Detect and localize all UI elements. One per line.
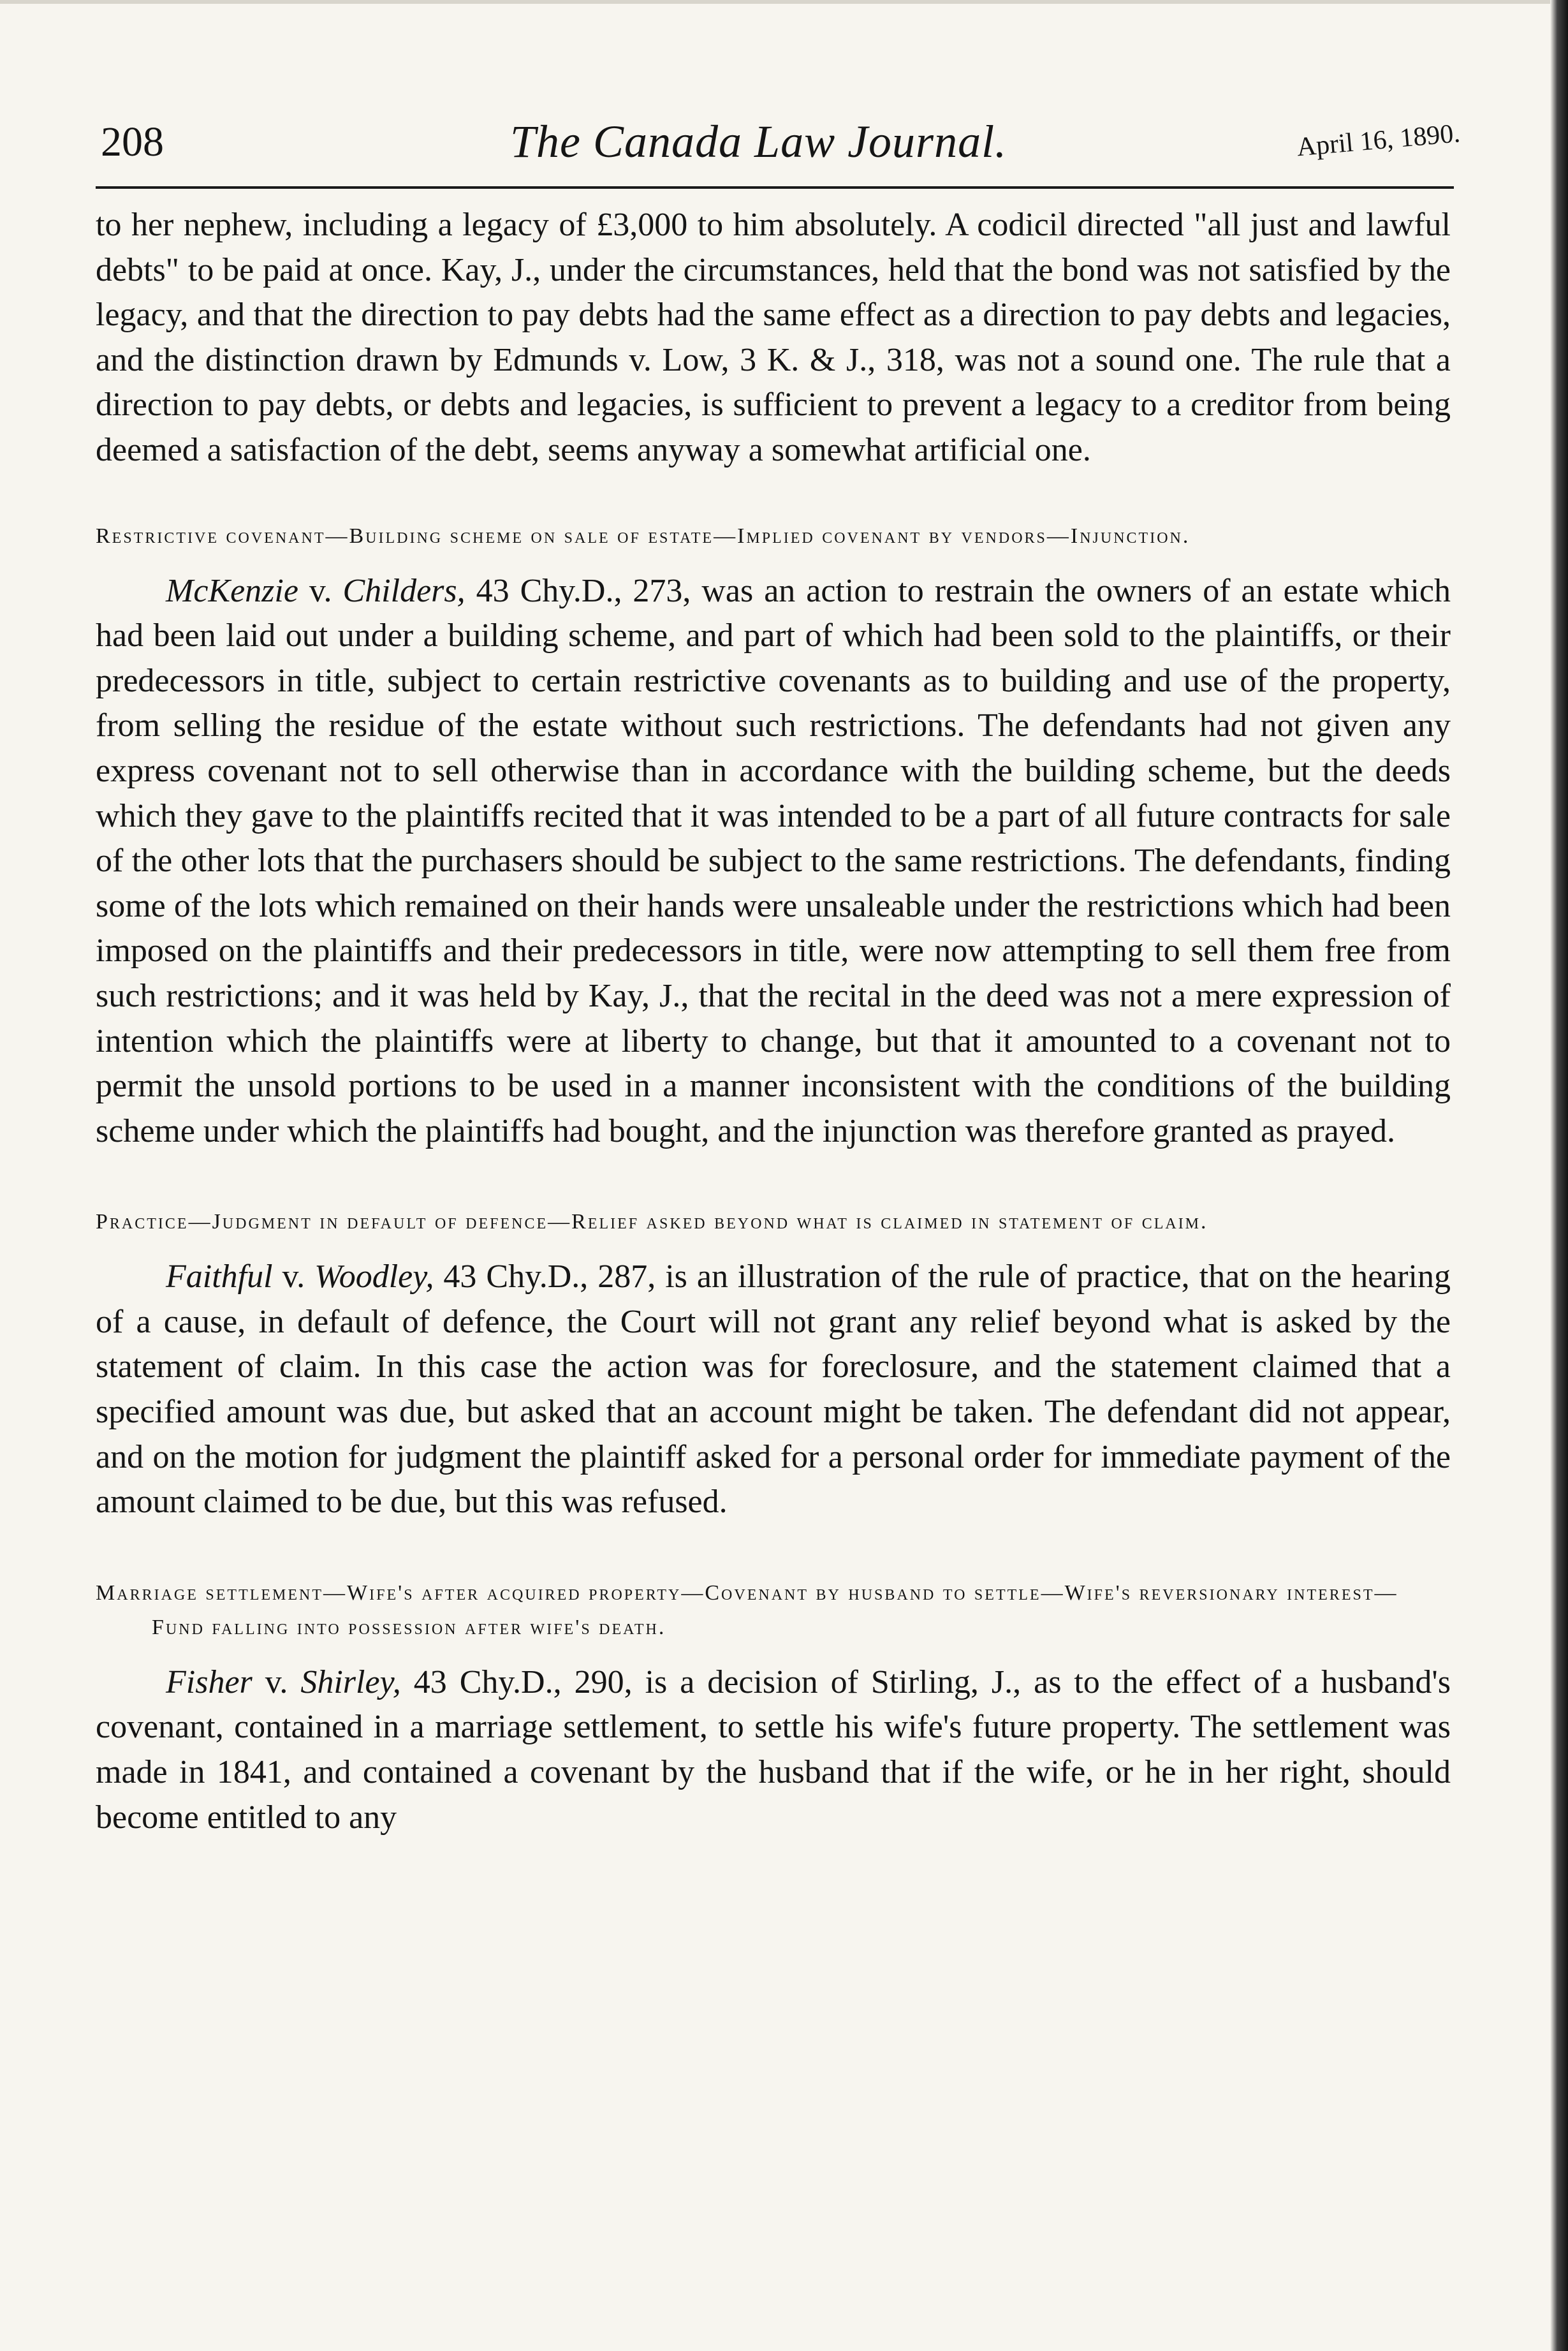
journal-title: The Canada Law Journal.: [510, 116, 1007, 167]
section-heading-practice: Practice—Judgment in default of defence—Relief asked beyond what is claimed in statement of claim.: [96, 1210, 1208, 1234]
case-party: Woodley,: [314, 1258, 434, 1295]
scan-binding-edge: [1550, 0, 1568, 2351]
case-party: Shirley,: [300, 1663, 401, 1700]
header-rule: [96, 186, 1454, 189]
case-body: 43 Chy.D., 290, is a decision of Stirling, J., as to the effect of a husband's covenant, contained in a marriage settlement, to settle his wife's future property. The settlement was made in 1841, and contained a covenant by the husband that if the wife, or he in her right, should become entitled to any: [96, 1663, 1451, 1836]
case-name: McKenzie: [166, 572, 298, 609]
scan-top-edge: [0, 0, 1568, 4]
case-paragraph-fisher: [96, 1660, 1451, 1840]
case-paragraph-mckenzie: [96, 569, 1451, 1154]
section-heading-marriage-settlement: Marriage settlement—Wife's after acquired property—Covenant by husband to settle—Wife's reversionary interest—Fund falling into possession after wife's death.: [96, 1581, 1398, 1639]
issue-date: April 16, 1890.: [1296, 119, 1462, 163]
case-versus: v.: [282, 1258, 305, 1295]
article-body: [96, 203, 1451, 1840]
section-heading-restrictive-covenant: Restrictive covenant—Building scheme on sale of estate—Implied covenant by vendors—Injunction.: [96, 524, 1191, 548]
case-versus: v.: [309, 572, 332, 609]
running-header: [96, 105, 1467, 175]
case-party: Childers,: [342, 572, 465, 609]
case-body: 43 Chy.D., 273, was an action to restrain the owners of an estate which had been laid out under a building scheme, and part of which had been sold to the plaintiffs, or their predecessors in title, subject to certain restrictive covenants as to building and use of the property, from selling the residue of the estate without such restrictions. The defendants had not given any express covenant not to sell otherwise than in accordance with the building scheme, but the deeds which they gave to the plaintiffs recited that it was intended to be a part of all future contracts for sale of the other lots that the purchasers should be subject to the same restrictions. The defendants, finding some of the lots which remained on their hands were unsaleable under the restrictions which had been imposed on the plaintiffs and their predecessors in title, were now attempting to sell them free from such restrictions; and it was held by Kay, J., that the recital in the deed was not a mere expression of intention which the plaintiffs were at liberty to change, but that it amounted to a covenant not to permit the unsold portions to be used in a manner inconsistent with the conditions of the building scheme under which the plaintiffs had bought, and the injunction was therefore granted as prayed.: [96, 572, 1451, 1149]
case-name: Faithful: [166, 1258, 273, 1295]
case-paragraph-faithful: [96, 1255, 1451, 1525]
case-versus: v.: [265, 1663, 288, 1700]
continuation-paragraph: to her nephew, including a legacy of £3,000 to him absolutely. A codicil directed "all just and lawful debts" to be paid at once. Kay, J., under the circumstances, held that the bond was not satisfied by the legacy, and that the direction to pay debts had the same effect as a direction to pay debts and legacies, and the distinction drawn by Edmunds v. Low, 3 K. & J., 318, was not a sound one. The rule that a direction to pay debts, or debts and legacies, is sufficient to prevent a legacy to a creditor from being deemed a satisfaction of the debt, seems anyway a somewhat artificial one.: [96, 207, 1451, 468]
case-body: 43 Chy.D., 287, is an illustration of the rule of practice, that on the hearing of a cause, in default of defence, the Court will not grant any relief beyond what is asked by the statement of claim. In this case the action was for foreclosure, and the statement claimed that a specified amount was due, but asked that an account might be taken. The defendant did not appear, and on the motion for judgment the plaintiff asked for a personal order for immediate payment of the amount claimed to be due, but this was refused.: [96, 1258, 1451, 1521]
page-number: 208: [101, 119, 164, 165]
case-name: Fisher: [166, 1663, 253, 1700]
